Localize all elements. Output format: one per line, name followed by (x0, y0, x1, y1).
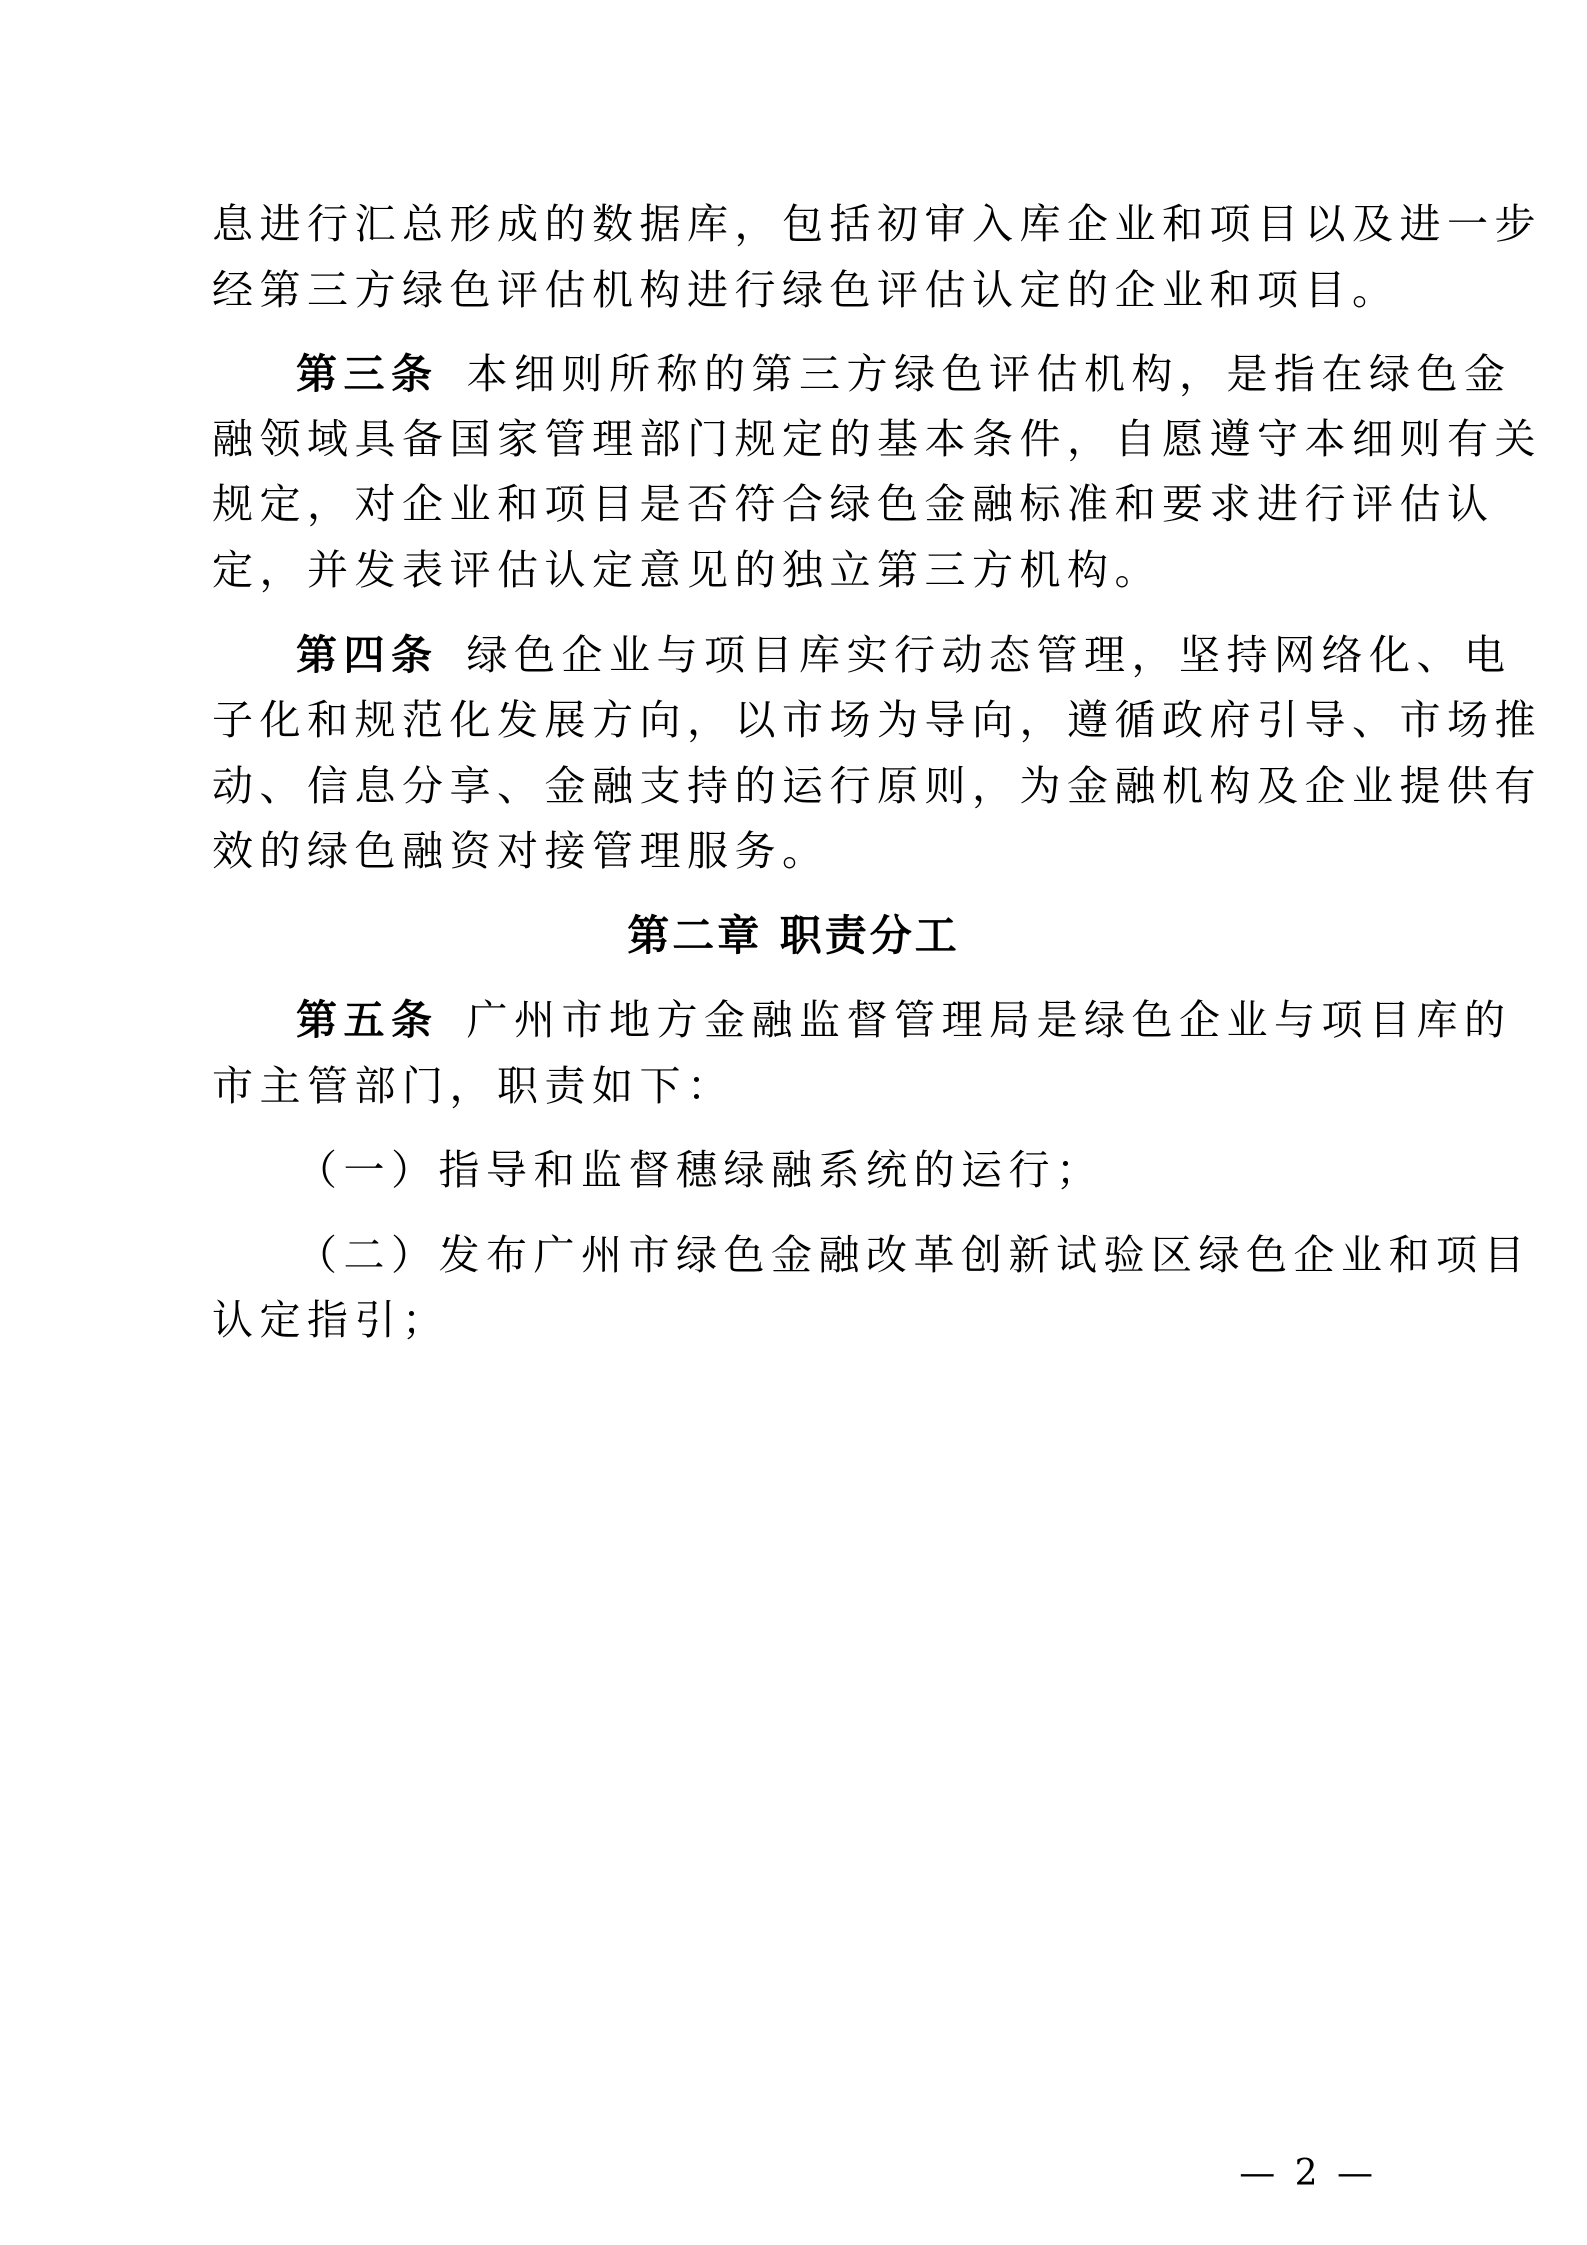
text-line: 效的绿色融资对接管理服务。 (212, 827, 830, 875)
text-line: 经第三方绿色评估机构进行绿色评估认定的企业和项目。 (212, 266, 1400, 314)
article-3-first-line (296, 346, 1512, 402)
article-label: 第三条 (296, 350, 439, 398)
text-line: 广州市地方金融监督管理局是绿色企业与项目库的 (466, 996, 1512, 1044)
text-line: 融领域具备国家管理部门规定的基本条件，自愿遵守本细则有关 (212, 415, 1542, 463)
chapter-heading: 第二章 职责分工 (627, 911, 960, 960)
article-4-first-line (296, 627, 1512, 683)
text-line: 市主管部门，职责如下： (212, 1062, 735, 1110)
text-line: （二）发布广州市绿色金融改革创新试验区绿色企业和项目 (296, 1231, 1531, 1279)
article-5-first-line (296, 992, 1512, 1048)
text-line: 息进行汇总形成的数据库，包括初审入库企业和项目以及进一步 (212, 200, 1542, 248)
text-line: 动、信息分享、金融支持的运行原则，为金融机构及企业提供有 (212, 762, 1542, 810)
page-number: — 2 — (1239, 2153, 1377, 2194)
text-line: （一）指导和监督穗绿融系统的运行； (296, 1146, 1104, 1194)
article-label: 第五条 (296, 996, 439, 1044)
text-line: 认定指引； (212, 1296, 450, 1344)
text-line: 定，并发表评估认定意见的独立第三方机构。 (212, 546, 1162, 594)
text-line: 绿色企业与项目库实行动态管理，坚持网络化、电 (466, 631, 1512, 679)
text-line: 本细则所称的第三方绿色评估机构，是指在绿色金 (466, 350, 1512, 398)
text-line: 规定，对企业和项目是否符合绿色金融标准和要求进行评估认 (212, 480, 1495, 528)
article-label: 第四条 (296, 631, 439, 679)
text-line: 子化和规范化发展方向，以市场为导向，遵循政府引导、市场推 (212, 696, 1542, 744)
